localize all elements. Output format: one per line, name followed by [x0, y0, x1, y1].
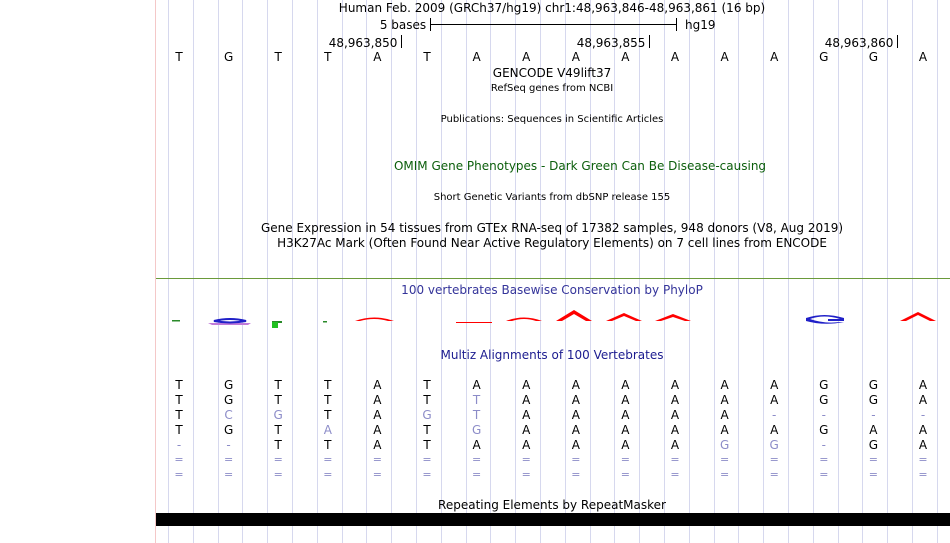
- aligned-base: A: [373, 438, 382, 452]
- aligned-base: A: [373, 408, 382, 422]
- aligned-base: =: [372, 453, 382, 466]
- aligned-base: G: [819, 393, 829, 407]
- reference-base: T: [324, 50, 332, 64]
- aligned-base: =: [372, 468, 382, 481]
- aligned-base: T: [175, 393, 183, 407]
- aligned-base: =: [174, 453, 184, 466]
- aligned-base: A: [373, 378, 382, 392]
- aligned-base: A: [918, 423, 928, 437]
- aligned-base: A: [670, 378, 680, 392]
- gridline: [788, 0, 789, 543]
- aligned-base: A: [770, 393, 779, 407]
- aligned-base: A: [621, 408, 630, 422]
- aligned-base: C: [224, 408, 233, 422]
- multiz-title[interactable]: Multiz Alignments of 100 Vertebrates: [440, 348, 664, 362]
- phylop-conservation-plot: [156, 300, 950, 340]
- aligned-base: G: [819, 378, 829, 392]
- aligned-base: -: [821, 408, 826, 422]
- aligned-base: G: [223, 393, 234, 407]
- aligned-base: G: [422, 408, 432, 422]
- repeatmasker-bar[interactable]: [156, 513, 950, 526]
- aligned-base: =: [620, 453, 630, 466]
- aligned-base: A: [571, 393, 580, 407]
- aligned-base: A: [670, 423, 680, 437]
- aligned-base: A: [373, 393, 382, 407]
- gridline: [292, 0, 293, 543]
- gridline: [614, 0, 615, 543]
- reference-base: G: [819, 50, 829, 64]
- aligned-base: =: [620, 468, 630, 481]
- reference-base: A: [621, 50, 630, 64]
- aligned-base: T: [423, 423, 431, 437]
- aligned-base: =: [819, 453, 829, 466]
- aligned-base: =: [571, 468, 581, 481]
- aligned-base: -: [821, 438, 826, 452]
- coordinate-tick-label: 48,963,860: [824, 36, 894, 50]
- aligned-base: =: [471, 468, 482, 481]
- scale-text: 5 bases: [379, 18, 427, 32]
- aligned-base: G: [471, 423, 482, 437]
- gridline: [466, 0, 467, 543]
- reference-base: A: [373, 50, 382, 64]
- aligned-base: -: [920, 408, 926, 422]
- gridline: [714, 0, 715, 543]
- aligned-base: A: [571, 438, 580, 452]
- gencode-title[interactable]: GENCODE V49lift37: [492, 66, 612, 80]
- aligned-base: A: [571, 423, 580, 437]
- aligned-base: =: [868, 468, 878, 481]
- aligned-base: T: [324, 438, 332, 452]
- gridline: [838, 0, 839, 543]
- gridline: [441, 0, 442, 543]
- aligned-base: =: [769, 468, 779, 481]
- aligned-base: =: [323, 453, 333, 466]
- position-title: Human Feb. 2009 (GRCh37/hg19) chr1:48,963,846-48,963,861 (16 bp): [338, 1, 766, 15]
- gridline: [738, 0, 739, 543]
- gridline: [639, 0, 640, 543]
- track-label-column: [0, 0, 156, 543]
- aligned-base: -: [772, 408, 777, 422]
- aligned-base: A: [670, 393, 680, 407]
- aligned-base: A: [621, 438, 630, 452]
- aligned-base: A: [522, 393, 531, 407]
- aligned-base: A: [720, 408, 729, 422]
- aligned-base: =: [422, 468, 432, 481]
- aligned-base: G: [868, 438, 879, 452]
- coordinate-tick-label: 48,963,855: [576, 36, 646, 50]
- reference-base: A: [918, 50, 928, 64]
- omim-title[interactable]: OMIM Gene Phenotypes - Dark Green Can Be Disease-causing: [393, 159, 767, 173]
- gridline: [193, 0, 194, 543]
- aligned-base: =: [571, 453, 581, 466]
- refseq-title[interactable]: RefSeq genes from NCBI: [490, 83, 614, 94]
- gridline: [862, 0, 863, 543]
- aligned-base: A: [472, 378, 481, 392]
- phylop-green-block: [272, 322, 278, 328]
- aligned-base: =: [273, 453, 283, 466]
- aligned-base: A: [522, 408, 531, 422]
- gridline: [813, 0, 814, 543]
- aligned-base: =: [422, 453, 432, 466]
- aligned-base: T: [324, 408, 332, 422]
- reference-base: A: [770, 50, 779, 64]
- aligned-base: A: [522, 438, 531, 452]
- aligned-base: =: [223, 468, 234, 481]
- aligned-base: A: [670, 438, 680, 452]
- aligned-base: A: [720, 378, 729, 392]
- reference-base: A: [670, 50, 680, 64]
- aligned-base: A: [472, 438, 481, 452]
- aligned-base: -: [226, 438, 231, 452]
- aligned-base: A: [571, 408, 580, 422]
- gridline: [342, 0, 343, 543]
- gridline: [887, 0, 888, 543]
- aligned-base: A: [621, 378, 630, 392]
- aligned-base: T: [324, 378, 332, 392]
- reference-base: G: [868, 50, 879, 64]
- aligned-base: G: [223, 423, 234, 437]
- aligned-base: A: [770, 378, 779, 392]
- aligned-base: T: [423, 393, 431, 407]
- track-group-divider: [156, 278, 950, 279]
- aligned-base: T: [472, 408, 481, 422]
- aligned-base: A: [918, 438, 928, 452]
- aligned-base: =: [670, 468, 680, 481]
- aligned-base: =: [521, 453, 531, 466]
- h3k27ac-title[interactable]: H3K27Ac Mark (Often Found Near Active Regulatory Elements) on 7 cell lines from ENCODE: [277, 236, 827, 250]
- aligned-base: T: [274, 378, 282, 392]
- dbsnp-title[interactable]: Short Genetic Variants from dbSNP release 155: [433, 192, 671, 203]
- track-area[interactable]: [156, 0, 950, 543]
- aligned-base: A: [323, 423, 332, 437]
- aligned-base: =: [670, 453, 680, 466]
- aligned-base: -: [176, 438, 182, 452]
- aligned-base: =: [719, 468, 730, 481]
- aligned-base: T: [274, 438, 282, 452]
- gridline: [168, 0, 169, 543]
- aligned-base: A: [770, 423, 779, 437]
- gridline: [242, 0, 243, 543]
- aligned-base: =: [918, 453, 928, 466]
- aligned-base: A: [869, 423, 878, 437]
- gridline: [218, 0, 219, 543]
- reference-base: A: [522, 50, 531, 64]
- gridline: [664, 0, 665, 543]
- aligned-base: T: [175, 423, 183, 437]
- gridline: [937, 0, 938, 543]
- aligned-base: T: [324, 393, 332, 407]
- aligned-base: G: [273, 408, 283, 422]
- gridline: [366, 0, 367, 543]
- coordinate-tick-mark: [649, 35, 650, 48]
- aligned-base: -: [871, 408, 876, 422]
- aligned-base: A: [373, 423, 382, 437]
- aligned-base: G: [819, 423, 829, 437]
- aligned-base: T: [175, 378, 183, 392]
- aligned-base: G: [719, 438, 730, 452]
- reference-base: A: [720, 50, 729, 64]
- gridline: [391, 0, 392, 543]
- aligned-base: =: [918, 468, 928, 481]
- gridline: [763, 0, 764, 543]
- aligned-base: T: [274, 423, 282, 437]
- aligned-base: =: [273, 468, 283, 481]
- aligned-base: A: [522, 423, 531, 437]
- gridline: [912, 0, 913, 543]
- aligned-base: A: [621, 393, 630, 407]
- aligned-base: T: [472, 393, 481, 407]
- publications-title[interactable]: Publications: Sequences in Scientific Articles: [440, 114, 664, 125]
- gtex-title[interactable]: Gene Expression in 54 tissues from GTEx RNA-seq of 17382 samples, 948 donors (V8, Aug 2019): [260, 221, 844, 235]
- aligned-base: A: [918, 393, 928, 407]
- aligned-base: A: [670, 408, 680, 422]
- aligned-base: =: [174, 468, 184, 481]
- aligned-base: =: [719, 453, 730, 466]
- aligned-base: G: [769, 438, 779, 452]
- aligned-base: =: [323, 468, 333, 481]
- aligned-base: A: [621, 423, 630, 437]
- aligned-base: T: [423, 378, 431, 392]
- coordinate-tick-mark: [401, 35, 402, 48]
- aligned-base: G: [868, 393, 879, 407]
- coordinate-tick-mark: [897, 35, 898, 48]
- repeatmasker-title[interactable]: Repeating Elements by RepeatMasker: [438, 498, 666, 512]
- coordinate-tick-label: 48,963,850: [328, 36, 398, 50]
- gridline: [689, 0, 690, 543]
- aligned-base: =: [769, 453, 779, 466]
- aligned-base: =: [868, 453, 878, 466]
- aligned-base: A: [571, 378, 580, 392]
- aligned-base: T: [423, 438, 431, 452]
- reference-base: T: [274, 50, 282, 64]
- scale-assembly: hg19: [685, 18, 716, 32]
- aligned-base: A: [918, 378, 928, 392]
- aligned-base: =: [819, 468, 829, 481]
- reference-base: G: [223, 50, 234, 64]
- aligned-base: G: [868, 378, 879, 392]
- aligned-base: G: [223, 378, 234, 392]
- aligned-base: T: [274, 393, 282, 407]
- reference-base: T: [175, 50, 183, 64]
- gridline: [416, 0, 417, 543]
- aligned-base: T: [175, 408, 183, 422]
- phylop-title[interactable]: 100 vertebrates Basewise Conservation by PhyloP: [401, 283, 703, 297]
- reference-base: A: [571, 50, 580, 64]
- gridline: [267, 0, 268, 543]
- reference-base: T: [423, 50, 431, 64]
- aligned-base: =: [223, 453, 234, 466]
- gridline: [317, 0, 318, 543]
- reference-base: A: [472, 50, 481, 64]
- aligned-base: =: [521, 468, 531, 481]
- aligned-base: A: [720, 393, 729, 407]
- aligned-base: A: [720, 423, 729, 437]
- aligned-base: =: [471, 453, 482, 466]
- aligned-base: A: [522, 378, 531, 392]
